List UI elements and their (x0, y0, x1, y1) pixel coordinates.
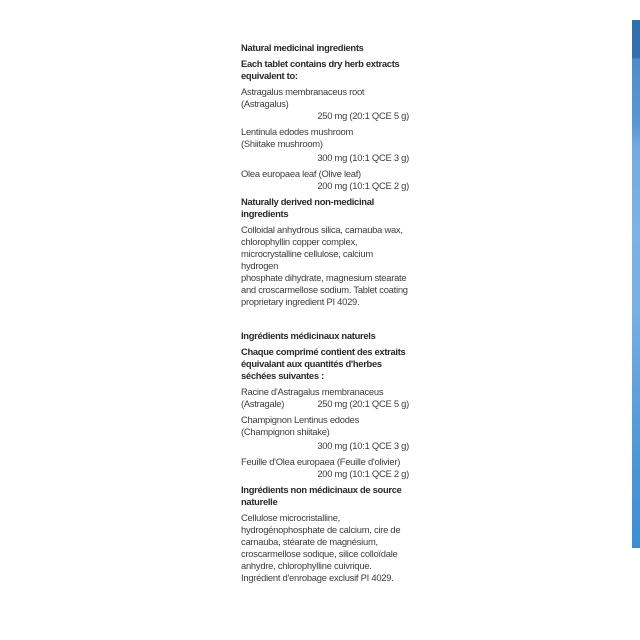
non-medicinal-list-fr (241, 512, 409, 584)
medicinal-heading-fr: Ingrédients médicinaux naturels (241, 330, 376, 341)
ingredient-name: Astragalus membranaceus root (Astragalus) (241, 86, 365, 109)
french-section (241, 330, 409, 584)
ingredient-name-line2: (Astragale) (241, 398, 285, 409)
ingredient-name: Champignon Lentinus edodes (241, 414, 360, 425)
english-section (241, 42, 409, 308)
ingredients-panel (241, 42, 409, 584)
ingredient-shiitake-en (241, 126, 409, 164)
non-medicinal-line: Colloidal anhydrous silica, carnauba wax, (241, 224, 403, 235)
non-medicinal-line: carnauba, stéarate de magnésium, (241, 536, 378, 547)
non-medicinal-heading-en-line2: ingredients (241, 208, 289, 219)
intro-en-line1: Each tablet contains dry herb extracts (241, 58, 400, 69)
non-medicinal-line: and croscarmellose sodium. Tablet coating (241, 284, 408, 295)
ingredient-name: Feuille d'Olea europaea (Feuille d'olivier) (241, 456, 401, 467)
ingredient-shiitake-fr (241, 414, 409, 452)
ingredient-name: Lentinula edodes mushroom (241, 126, 354, 137)
ingredient-amount: 250 mg (20:1 QCE 5 g) (317, 398, 409, 409)
ingredient-olive-fr (241, 456, 409, 480)
ingredient-amount: 250 mg (20:1 QCE 5 g) (317, 110, 409, 121)
non-medicinal-line: microcrystalline cellulose, calcium hydrogen (241, 248, 373, 271)
blue-side-strip (632, 20, 640, 548)
non-medicinal-line: Ingrédient d'enrobage exclusif PI 4029. (241, 572, 394, 583)
medicinal-heading-en: Natural medicinal ingredients (241, 42, 364, 53)
ingredient-astragalus-en (241, 86, 409, 122)
intro-en-line2: equivalent to: (241, 70, 298, 81)
ingredient-name: Racine d'Astragalus membranaceus (241, 386, 384, 397)
ingredient-amount: 200 mg (10:1 QCE 2 g) (317, 468, 409, 479)
non-medicinal-heading-fr-line1: Ingrédients non médicinaux de source (241, 484, 402, 495)
non-medicinal-heading-en-line1: Naturally derived non-medicinal (241, 196, 374, 207)
non-medicinal-line: phosphate dihydrate, magnesium stearate (241, 272, 407, 283)
non-medicinal-line: Cellulose microcristalline, (241, 512, 341, 523)
non-medicinal-heading-fr-line2: naturelle (241, 496, 278, 507)
non-medicinal-line: croscarmellose sodique, silice colloïdale (241, 548, 398, 559)
non-medicinal-list-en (241, 224, 409, 308)
intro-fr-line2: équivalant aux quantités d'herbes (241, 358, 382, 369)
non-medicinal-line: anhydre, chlorophylline cuivrique. (241, 560, 372, 571)
ingredient-astragalus-fr (241, 386, 409, 410)
ingredient-olive-en (241, 168, 409, 192)
ingredient-name-line2: (Shiitake mushroom) (241, 138, 323, 149)
ingredient-name: Olea europaea leaf (Olive leaf) (241, 168, 361, 179)
non-medicinal-line: proprietary ingredient PI 4029. (241, 296, 360, 307)
non-medicinal-line: chlorophyllin copper complex, (241, 236, 358, 247)
ingredient-name-line2: (Champignon shiitake) (241, 426, 330, 437)
intro-fr-line1: Chaque comprimé contient des extraits (241, 346, 406, 357)
ingredient-amount: 300 mg (10:1 QCE 3 g) (317, 152, 409, 163)
non-medicinal-line: hydrogénophosphate de calcium, cire de (241, 524, 401, 535)
ingredient-row (241, 398, 409, 410)
intro-fr-line3: séchées suivantes : (241, 370, 324, 381)
ingredient-amount: 300 mg (10:1 QCE 3 g) (317, 440, 409, 451)
ingredient-amount: 200 mg (10:1 QCE 2 g) (317, 180, 409, 191)
